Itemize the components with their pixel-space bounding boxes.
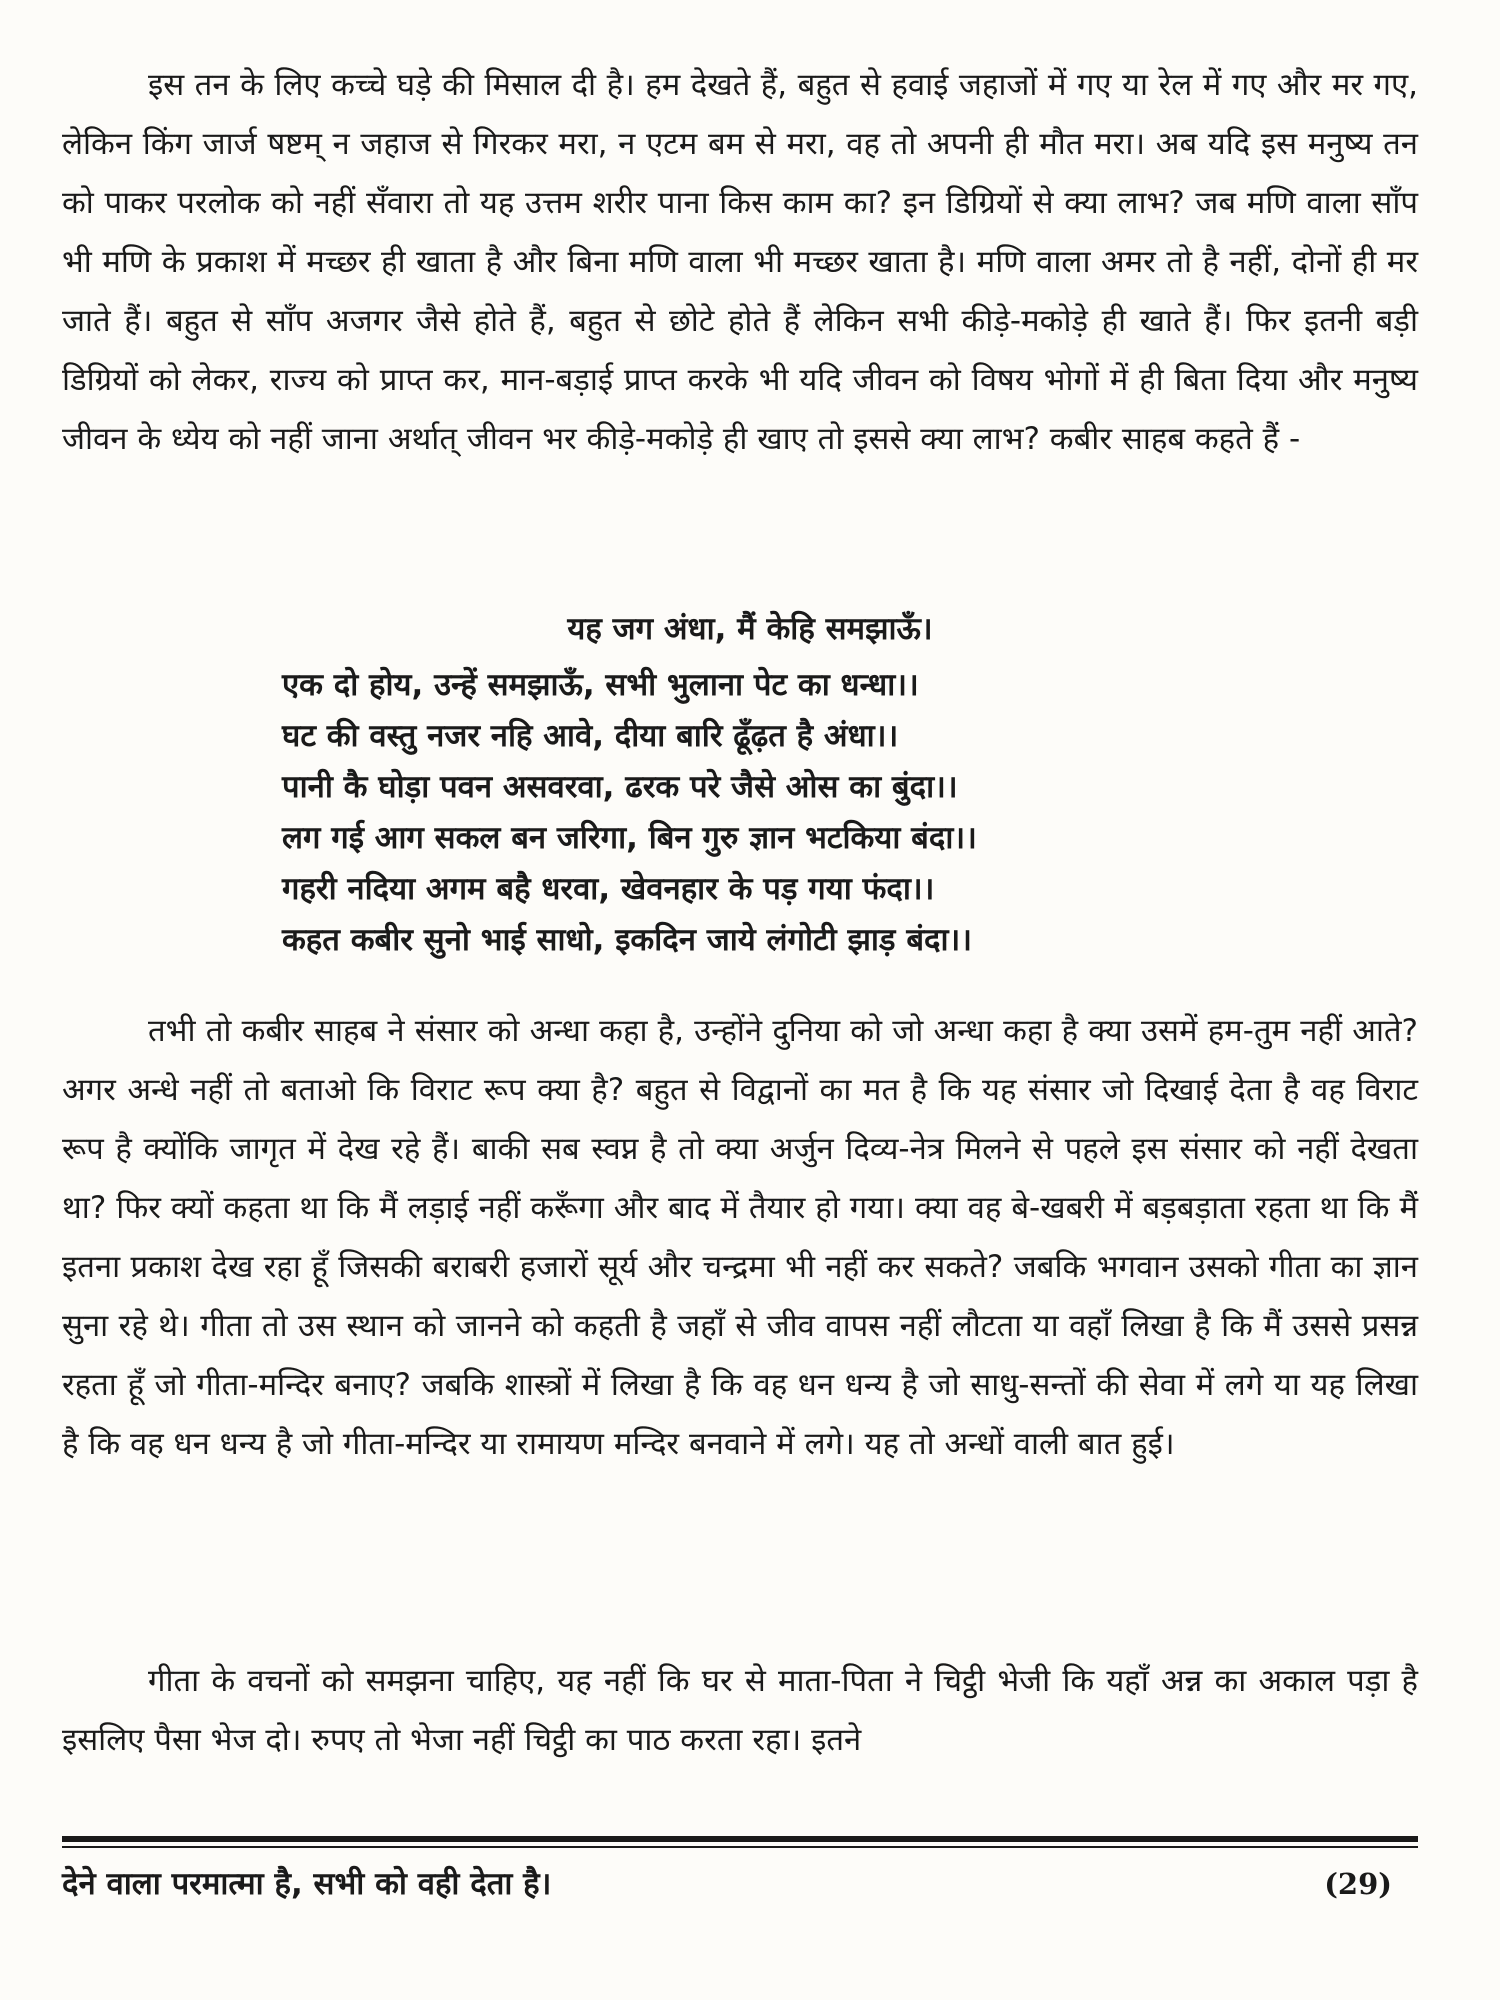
footer-rule-thick xyxy=(62,1836,1418,1842)
verse-line-4: लग गई आग सकल बन जरिगा, बिन गुरु ज्ञान भटकिया बंदा।। xyxy=(282,820,977,856)
paragraph-1: इस तन के लिए कच्चे घड़े की मिसाल दी है। हम देखते हैं, बहुत से हवाई जहाजों में गए या रेल में गए और मर गए, लेकिन किंग जार्ज षष्टम् न जहाज से गिरकर मरा, न एटम बम से मरा, वह तो अपनी ही मौत मरा। अब यदि इस मनुष्य तन को पाकर परलोक को नहीं सँवारा तो यह उत्तम शरीर पाना किस काम का? इन डिग्रियों से क्या लाभ? जब मणि वाला साँप भी मणि के प्रकाश में मच्छर ही खाता है और बिना मणि वाला भी मच्छर खाता है। मणि वाला अमर तो है नहीं, दोनों ही मर जाते हैं। बहुत से साँप अजगर जैसे होते हैं, बहुत से छोटे होते हैं लेकिन सभी कीड़े-मकोड़े ही खाते हैं। फिर इतनी बड़ी डिग्रियों को लेकर, राज्य को प्राप्त कर, मान-बड़ाई प्राप्त करके भी यदि जीवन को विषय भोगों में ही बिता दिया और मनुष्य जीवन के ध्येय को नहीं जाना अर्थात् जीवन भर कीड़े-मकोड़े ही खाए तो इससे क्या लाभ? कबीर साहब कहते हैं - xyxy=(62,67,1418,457)
page-number: (29) xyxy=(1324,1867,1392,1901)
verse-line-1: एक दो होय, उन्हें समझाऊँ, सभी भुलाना पेट का धन्धा।। xyxy=(282,667,919,703)
verse-line-3: पानी कै घोड़ा पवन असवरवा, ढरक परे जैसे ओस का बुंदा।। xyxy=(282,769,958,805)
verse-line-5: गहरी नदिया अगम बहै धरवा, खेवनहार के पड़ गया फंदा।। xyxy=(282,871,935,907)
verse-heading: यह जग अंधा, मैं केहि समझाऊँ। xyxy=(567,611,933,647)
verse-lines xyxy=(282,660,1432,966)
footer-quote: देने वाला परमात्मा है, सभी को वही देता है। xyxy=(62,1866,552,1902)
footer-rule-thin xyxy=(62,1846,1418,1848)
paragraph-3: गीता के वचनों को समझना चाहिए, यह नहीं कि घर से माता-पिता ने चिट्ठी भेजी कि यहाँ अन्न का अकाल पड़ा है इसलिए पैसा भेज दो। रुपए तो भेजा नहीं चिट्ठी का पाठ करता रहा। इतने xyxy=(62,1663,1418,1758)
verse-line-6: कहत कबीर सुनो भाई साधो, इकदिन जाये लंगोटी झाड़ बंदा।। xyxy=(282,922,973,958)
verse-line-2: घट की वस्तु नजर नहि आवे, दीया बारि ढूँढ़त है अंधा।। xyxy=(282,718,899,754)
paragraph-2: तभी तो कबीर साहब ने संसार को अन्धा कहा है, उन्होंने दुनिया को जो अन्धा कहा है क्या उसमें हम-तुम नहीं आते? अगर अन्धे नहीं तो बताओ कि विराट रूप क्या है? बहुत से विद्वानों का मत है कि यह संसार जो दिखाई देता है वह विराट रूप है क्योंकि जागृत में देख रहे हैं। बाकी सब स्वप्न है तो क्या अर्जुन दिव्य-नेत्र मिलने से पहले इस संसार को नहीं देखता था? फिर क्यों कहता था कि मैं लड़ाई नहीं करूँगा और बाद में तैयार हो गया। क्या वह बे-खबरी में बड़बड़ाता रहता था कि मैं इतना प्रकाश देख रहा हूँ जिसकी बराबरी हजारों सूर्य और चन्द्रमा भी नहीं कर सकते? जबकि भगवान उसको गीता का ज्ञान सुना रहे थे। गीता तो उस स्थान को जानने को कहती है जहाँ से जीव वापस नहीं लौटता या वहाँ लिखा है कि मैं उससे प्रसन्न रहता हूँ जो गीता-मन्दिर बनाए? जबकि शास्त्रों में लिखा है कि वह धन धन्य है जो साधु-सन्तों की सेवा में लगे या यह लिखा है कि वह धन धन्य है जो गीता-मन्दिर या रामायण मन्दिर बनवाने में लगे। यह तो अन्धों वाली बात हुई। xyxy=(62,1013,1419,1462)
